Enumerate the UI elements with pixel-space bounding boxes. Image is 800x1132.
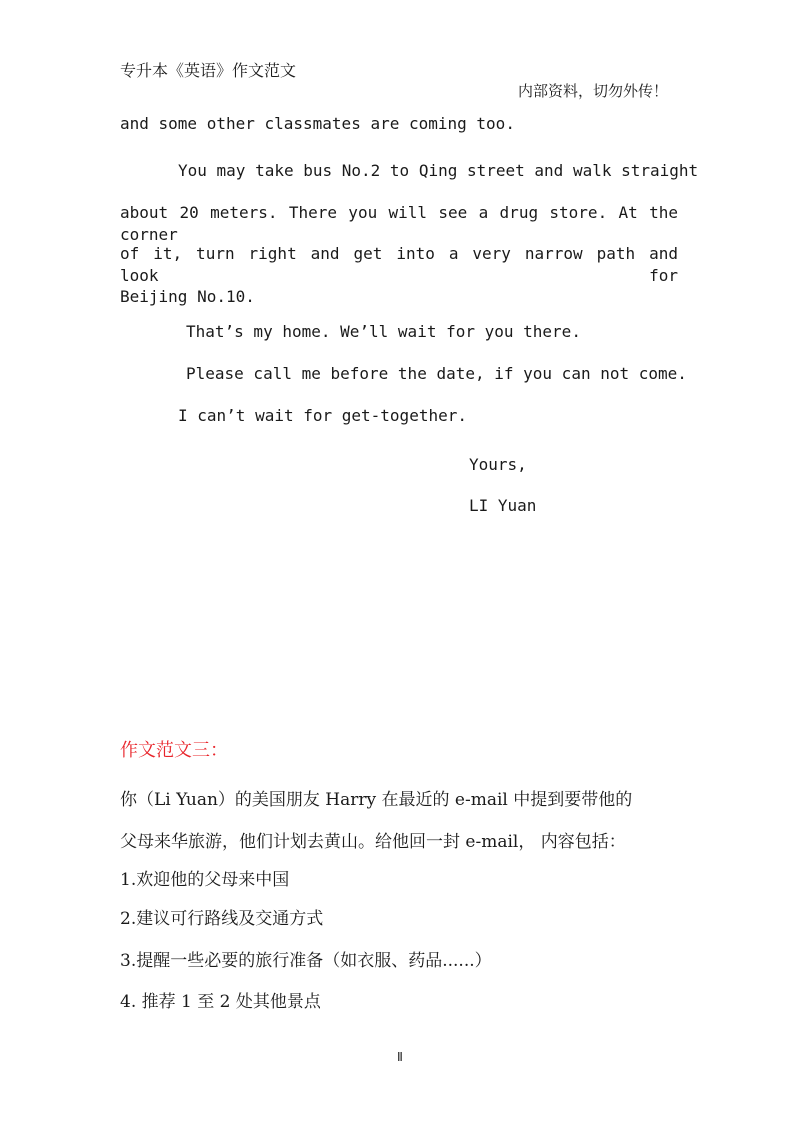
letter-line: about 20 meters. There you will see a drug store. At the corner	[120, 203, 678, 244]
prompt-line: 父母来华旅游，他们计划去黄山。给他回一封 e-mail， 内容包括：	[120, 832, 626, 852]
list-item: 4. 推荐 1 至 2 处其他景点	[120, 992, 321, 1012]
header-confidential-note: 内部资料，切勿外传！	[518, 82, 669, 100]
letter-line: of it, turn right and get into a very narrow path and look for	[120, 244, 678, 285]
list-item: 3.提醒一些必要的旅行准备（如衣服、药品......）	[120, 951, 492, 971]
header-title: 专升本《英语》作文范文	[120, 61, 297, 80]
letter-line: Beijing No.10.	[120, 287, 255, 306]
list-item: 1.欢迎他的父母来中国	[120, 870, 290, 890]
letter-line: That’s my home. We’ll wait for you there.	[186, 322, 581, 341]
section-title: 作文范文三：	[120, 740, 228, 761]
letter-line: I can’t wait for get-together.	[178, 406, 467, 425]
letter-line: You may take bus No.2 to Qing street and walk straight	[178, 161, 699, 180]
list-item: 2.建议可行路线及交通方式	[120, 909, 324, 929]
letter-line: and some other classmates are coming too.	[120, 114, 515, 133]
letter-signature: LI Yuan	[469, 496, 537, 515]
letter-closing: Yours,	[469, 455, 527, 474]
page-number: Ⅱ	[397, 1050, 403, 1064]
letter-line: Please call me before the date, if you can not come.	[186, 364, 687, 383]
prompt-line: 你（Li Yuan）的美国朋友 Harry 在最近的 e-mail 中提到要带他的	[120, 790, 633, 810]
